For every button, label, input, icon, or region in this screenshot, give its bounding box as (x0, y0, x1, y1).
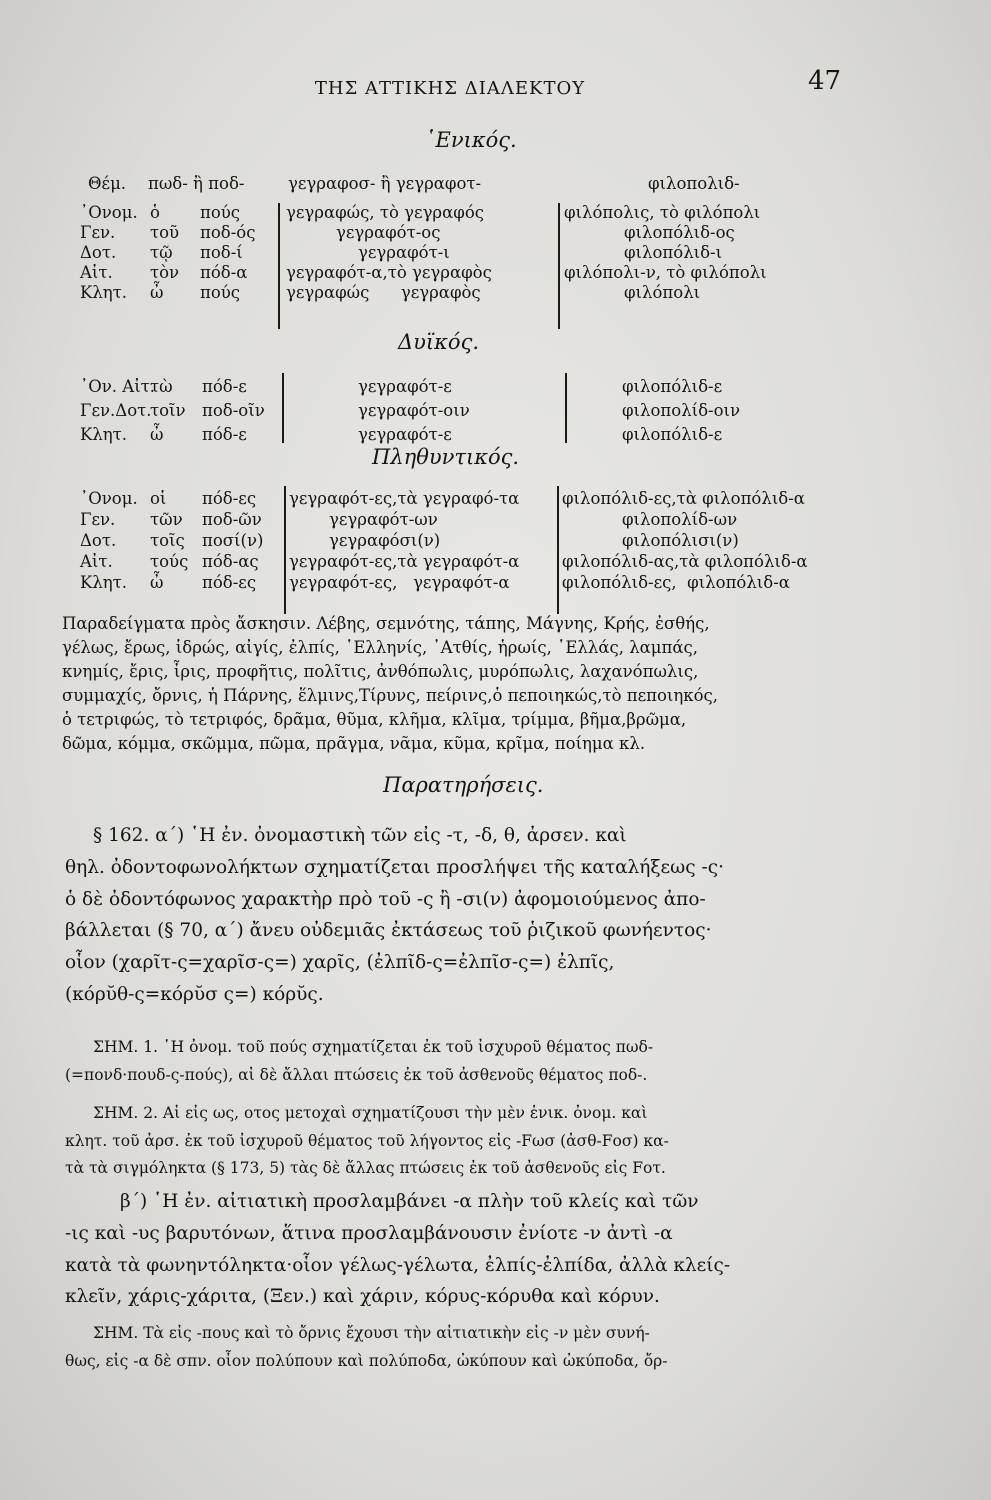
form: ποδ-ί (200, 243, 243, 262)
dual-gegraphos-column (358, 375, 470, 447)
case-label: ᾿Ον. Αἰτ. (80, 377, 156, 396)
case-label: Δοτ. (80, 531, 117, 550)
text-line: συμμαχίς, ὄρνις, ἡ Πάρνης, ἕλμινς,Τίρυνς, πείρινς,ὁ πεποιηκώς,τὸ πεποιηκός, (62, 686, 719, 705)
article: ὦ (150, 283, 164, 302)
form: γεγραφότ-ος (336, 223, 441, 242)
case-label: Αἰτ. (80, 263, 113, 282)
text-line: Παραδείγματα πρὸς ἄσκησιν. Λέβης, σεμνότης, τάπης, Μάγνης, Κρής, ἐσθής, (62, 614, 710, 633)
case-label: Γεν.Δοτ. (80, 401, 152, 420)
case-label: ᾿Ονομ. (80, 203, 138, 222)
article: τὼ (150, 377, 173, 396)
form: φιλοπόλιδ-ες,τὰ φιλοπόλιδ-α (562, 489, 805, 508)
stem-philopolis: φιλοπολιδ- (648, 174, 740, 193)
form: πόδ-ες (202, 489, 257, 508)
form: φιλοπόλιδ-ε (622, 425, 723, 444)
stem-gegraphos: γεγραφοσ- ἢ γεγραφοτ- (288, 174, 482, 193)
stem-label: Θέμ. (88, 174, 127, 193)
form: πόδ-α (200, 263, 248, 282)
text-line: οἷον (χαρῖτ-ς=χαρῖσ-ς=) χαρῖς, (ἐλπῖδ-ς=ἐλπῖσ-ς=) ἐλπῖς, (65, 952, 615, 974)
text-line: (=πονδ·πουδ-ς-πούς), αἱ δὲ ἄλλαι πτώσεις ἐκ τοῦ ἀσθενοῦς θέματος ποδ-. (65, 1065, 648, 1084)
text-line: θως, εἰς -α δὲ σπν. οἷον πολύπουν καὶ πολύποδα, ὠκύπουν καὶ ὠκύποδα, ὄρ- (65, 1351, 668, 1370)
section-162 (65, 820, 865, 1011)
form: φιλοπολίδ-ων (622, 510, 738, 529)
form: γεγραφότ-ες, γεγραφότ-α (289, 573, 510, 592)
text-line: κνημίς, ἔρις, ἶρις, προφῆτις, πολῖτις, ἀνθόπωλις, μυρόπωλις, λαχανόπωλις, (62, 662, 699, 681)
column-rule (565, 373, 567, 443)
text-line: ὁ τετριφώς, τὸ τετριφός, δρᾶμα, θῦμα, κλῆμα, κλῖμα, τρίμμα, βῆμα,βρῶμα, (62, 710, 687, 729)
form: φιλοπόλιδ-ας,τὰ φιλοπόλιδ-α (562, 552, 808, 571)
dual-heading: Δυϊκός. (398, 330, 480, 354)
form: φιλοπόλιδ-ες, φιλοπόλιδ-α (562, 573, 790, 592)
form: φιλοπόλιδ-ος (624, 223, 735, 242)
form: γεγραφότ-οιν (358, 401, 470, 420)
note-3 (65, 1320, 865, 1375)
form: πόδ-ες (202, 573, 257, 592)
note-1 (65, 1034, 865, 1089)
article: τούς (150, 552, 189, 571)
case-label: Κλητ. (80, 573, 128, 592)
form: ποσί(ν) (202, 531, 264, 550)
form: φιλόπολι (624, 283, 701, 302)
form: γεγραφότ-α,τὸ γεγραφὸς (286, 263, 492, 282)
column-rule (557, 486, 559, 614)
article: οἱ (150, 489, 167, 508)
observations-heading: Παρατηρήσεις. (383, 773, 544, 797)
form: γεγραφότ-ες,τὰ γεγραφότ-α (289, 552, 520, 571)
text-line: ΣΗΜ. 2. Αἱ εἰς ως, οτος μετοχαὶ σχηματίζουσι τὴν μὲν ἐνικ. ὀνομ. καὶ (93, 1104, 648, 1122)
form: γεγραφώς, τὸ γεγραφός (286, 203, 484, 222)
singular-gegraphos-column (286, 203, 558, 303)
text-line: τὰ τὰ σιγμόληκτα (§ 173, 5) τὰς δὲ ἄλλας πτώσεις ἐκ τοῦ ἀσθενοῦς εἰς Fοτ. (65, 1159, 666, 1177)
article: ὁ (150, 203, 160, 222)
article: τοῖν (150, 401, 186, 420)
text-line: ὁ δὲ ὀδοντόφωνος χαρακτὴρ πρὸ τοῦ -ς ἢ -σι(ν) ἀφομοιούμενος ἀπο- (65, 888, 706, 910)
form: πόδ-ε (202, 377, 247, 396)
article: τοῖς (150, 531, 185, 550)
article: τοῦ (150, 223, 180, 242)
running-title: ΤΗΣ ΑΤΤΙΚΗΣ ΔΙΑΛΕΚΤΟΥ (314, 78, 586, 99)
dual-pous-column (202, 375, 265, 447)
section-b (65, 1186, 865, 1313)
form: πούς (200, 283, 241, 302)
case-label: Δοτ. (80, 243, 117, 262)
column-rule (282, 373, 284, 443)
singular-case-column (80, 203, 138, 303)
form: φιλοπολίδ-οιν (622, 401, 741, 420)
text-line: δῶμα, κόμμα, σκῶμμα, πῶμα, πρᾶγμα, νᾶμα, κῦμα, κρῖμα, ποίημα κλ. (62, 734, 646, 753)
text-line: κατὰ τὰ φωνηντόληκτα·οἷον γέλως-γέλωτα, ἐλπίς-ἐλπίδα, ἀλλὰ κλείς- (65, 1254, 731, 1276)
plural-philopolis-column (562, 488, 808, 593)
article: τῶν (150, 510, 183, 529)
case-label: Αἰτ. (80, 552, 113, 571)
case-label: Γεν. (80, 510, 116, 529)
text-line: β΄) ῾Η ἐν. αἰτιατικὴ προσλαμβάνει -α πλὴν τοῦ κλείς καὶ τῶν (120, 1191, 699, 1212)
text-line: ΣΗΜ. 1. ῾Η ὀνομ. τοῦ πούς σχηματίζεται ἐκ τοῦ ἰσχυροῦ θέματος πωδ- (93, 1038, 654, 1056)
form: γεγραφότ-ες,τὰ γεγραφό-τα (289, 489, 520, 508)
case-label: ᾿Ονομ. (80, 489, 138, 508)
text-line: κλεῖν, χάρις-χάριτα, (Ξεν.) καὶ χάριν, κόρυς-κόρυθα καὶ κόρυν. (65, 1286, 660, 1308)
form: πούς (200, 203, 241, 222)
form: φιλοπόλιδ-ι (624, 243, 723, 262)
form: γεγραφόσι(ν) (329, 531, 441, 550)
exercise-paragraph (62, 612, 862, 756)
form: πόδ-ε (202, 425, 247, 444)
text-line: -ις καὶ -υς βαρυτόνων, ἅτινα προσλαμβάνουσιν ἐνίοτε -ν ἀντὶ -α (65, 1222, 673, 1244)
singular-pous-column (200, 203, 255, 303)
form: γεγραφότ-ων (329, 510, 438, 529)
form: πόδ-ας (202, 552, 259, 571)
singular-philopolis-column (564, 203, 767, 303)
singular-heading: ῾Ενικός. (425, 128, 517, 152)
dual-article-column (150, 375, 186, 447)
form: φιλόπολι-ν, τὸ φιλόπολι (564, 263, 767, 282)
text-line: βάλλεται (§ 70, α΄) ἄνευ οὐδεμιᾶς ἐκτάσεως τοῦ ῥιζικοῦ φωνήεντος· (65, 920, 712, 942)
plural-pous-column (202, 488, 263, 593)
form: γεγραφότ-ι (358, 243, 450, 262)
dual-case-column (80, 375, 155, 447)
plural-gegraphos-column (289, 488, 519, 593)
text-line: § 162. α΄) ῾Η ἐν. ὀνομαστικὴ τῶν εἰς -τ, -δ, θ, ἀρσεν. καὶ (93, 825, 627, 846)
plural-case-column (80, 488, 138, 593)
column-rule (284, 486, 286, 614)
text-line: κλητ. τοῦ ἀρσ. ἐκ τοῦ ἰσχυροῦ θέματος τοῦ λήγοντος εἰς -Fωσ (ἀσθ-Fοσ) κα- (65, 1131, 669, 1150)
page-number: 47 (808, 66, 842, 96)
case-label: Κλητ. (80, 425, 128, 444)
article: ὦ (150, 573, 164, 592)
note-2 (65, 1100, 865, 1183)
article: τὸν (150, 263, 180, 282)
article: τῷ (150, 243, 173, 262)
plural-article-column (150, 488, 188, 593)
form: φιλόπολις, τὸ φιλόπολι (564, 203, 761, 222)
text-line: ΣΗΜ. Τὰ εἰς -πους καὶ τὸ ὄρνις ἔχουσι τὴν αἰτιατικὴν εἰς -ν μὲν συνή- (93, 1324, 650, 1342)
dual-philopolis-column (622, 375, 740, 447)
form: ποδ-ῶν (202, 510, 262, 529)
column-rule (278, 203, 280, 329)
case-label: Κλητ. (80, 283, 128, 302)
form: γεγραφότ-ε (358, 377, 452, 396)
article: ὦ (150, 425, 164, 444)
form: φιλοπόλισι(ν) (622, 531, 739, 550)
form: γεγραφότ-ε (358, 425, 452, 444)
stem-pous: πωδ- ἢ ποδ- (148, 174, 245, 193)
text-line: θηλ. ὀδοντοφωνολήκτων σχηματίζεται προσλήψει τῆς καταλήξεως -ς· (65, 856, 724, 878)
plural-heading: Πληθυντικός. (372, 445, 520, 469)
text-line: γέλως, ἔρως, ἱδρώς, αἰγίς, ἐλπίς, ῾Ελληνίς, ᾿Ατθίς, ἡρωίς, ῾Ελλάς, λαμπάς, (62, 638, 698, 657)
case-label: Γεν. (80, 223, 116, 242)
text-line: (κόρῠθ-ς=κόρῠσ ς=) κόρῠς. (65, 983, 324, 1005)
form: γεγραφώς γεγραφὸς (286, 283, 481, 302)
form: φιλοπόλιδ-ε (622, 377, 723, 396)
column-rule (558, 203, 560, 329)
singular-article-column (150, 203, 179, 303)
form: ποδ-ός (200, 223, 256, 242)
form: ποδ-οῖν (202, 401, 265, 420)
